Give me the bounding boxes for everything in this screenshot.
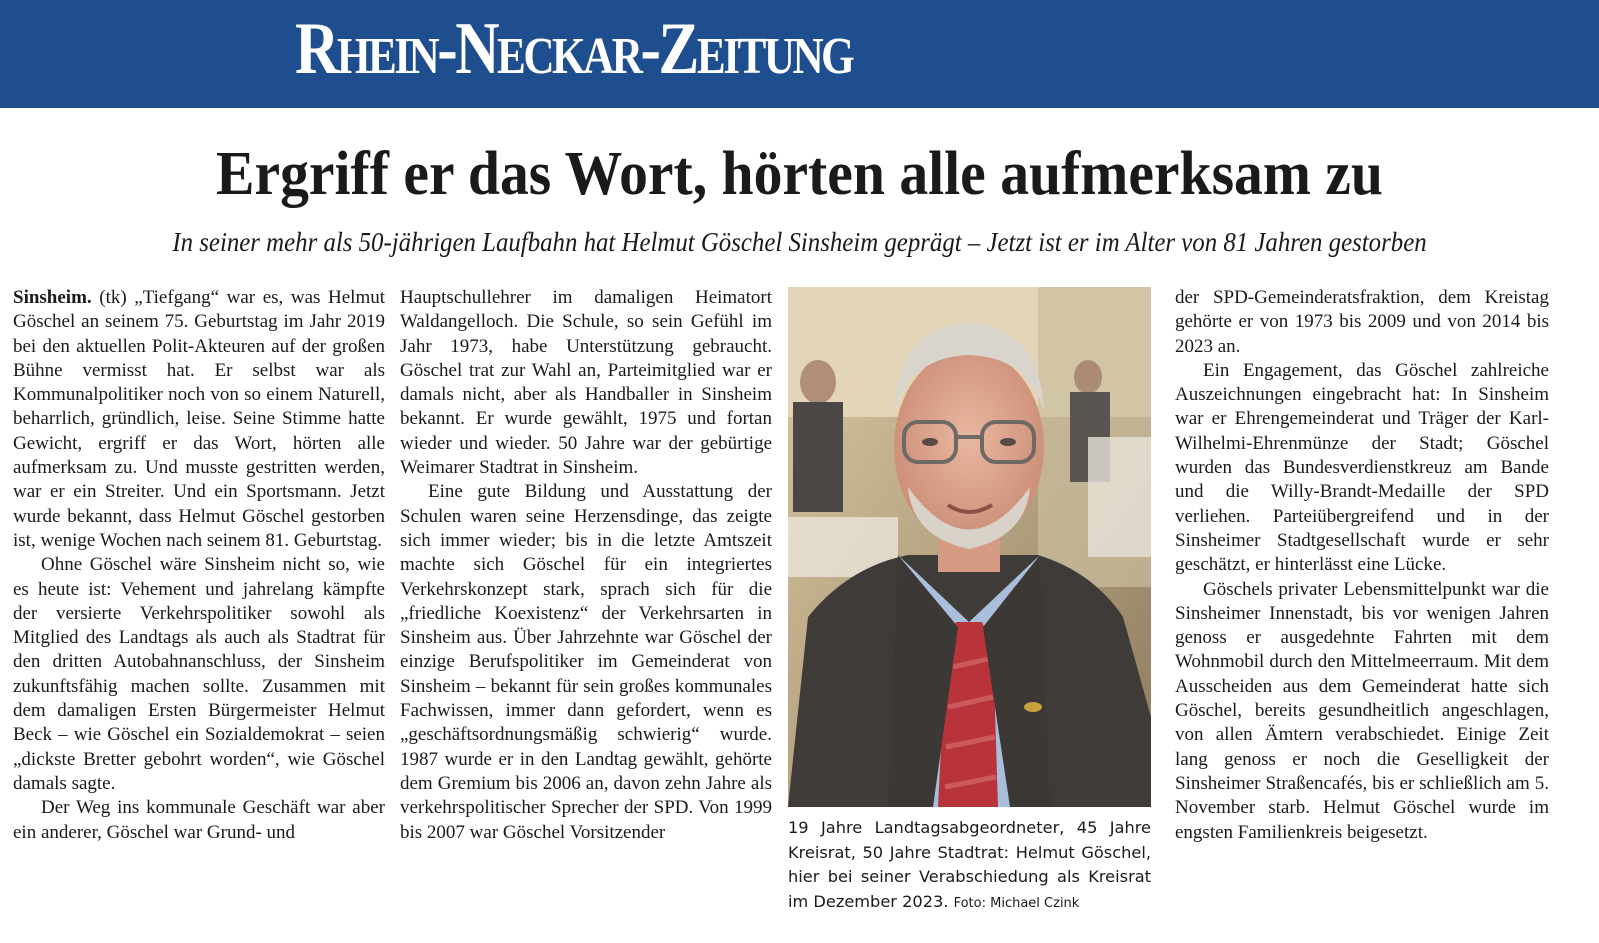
article-paragraph: Ohne Göschel wäre Sinsheim nicht so, wie es heute ist: Vehement und jahrelang kämpfte der versierte Verkehrspolitiker sowohl als Mitglied des Landtags als auch als Stadtrat für den dritten Autobahnanschluss, der Sinsheim zukunftsfähig machen sollte. Zusammen mit dem damaligen Ersten Bürgermeister Helmut Beck – wie Göschel ein Sozialdemokrat – seien „dickste Bretter gebohrt worden“, wie Göschel damals sagte. (13, 554, 385, 794)
article-paragraph: Sinsheim. (tk) „Tiefgang“ war es, was Helmut Göschel an seinem 75. Geburtstag im Jahr 2019 bei den aktuellen Polit-Akteuren auf der großen Bühne vermisst hat. Er selbst war als Kommunalpolitiker noch von so einem Naturell, beharrlich, gründlich, leise. Seine Stimme hatte Gewicht, ergriff er das Wort, hörten alle aufmerksam zu. Und musste gestritten werden, war er ein Streiter. Und ein Sportsmann. Jetzt wurde bekannt, dass Helmut Göschel gestorben ist, wenige Wochen nach seinem 81. Geburtstag. (13, 287, 385, 551)
article-paragraph: Der Weg ins kommunale Geschäft war aber ein anderer, Göschel war Grund- und (13, 797, 385, 843)
portrait-photo (788, 287, 1151, 807)
article-column-1 (13, 286, 385, 936)
article-paragraph: Ein Engagement, das Göschel zahlreiche Auszeichnungen eingebracht hat: In Sinsheim war er Ehrengemeinderat und Träger der Karl-Wilhelmi-Ehrenmünze der Stadt; Göschel wurden das Bundesverdienstkreuz am Bande und die Willy-Brandt-Medaille der SPD verliehen. Parteiübergreifend und in der Sinsheimer Stadtgesellschaft wurde er sehr geschätzt, er hinterlässt eine Lücke. (1175, 359, 1549, 576)
article-headline: Ergriff er das Wort, hörten alle aufmerksam zu (216, 140, 1383, 208)
photo-credit: Foto: Michael Czink (953, 895, 1080, 911)
article-subheadline: In seiner mehr als 50-jährigen Laufbahn hat Helmut Göschel Sinsheim geprägt – Jetzt ist er im Alter von 81 Jahren gestorben (172, 227, 1427, 257)
caption-text: 19 Jahre Landtagsabgeordneter, 45 Jahre Kreisrat, 50 Jahre Stadtrat: Helmut Göschel, hier bei seiner Verabschiedung als Kreisrat im Dezember 2023. (788, 818, 1151, 911)
article-paragraph: der SPD-Gemeinderatsfraktion, dem Kreistag gehörte er von 1973 bis 2009 und von 2014 bis 2023 an. (1175, 287, 1549, 357)
newspaper-logo: Rhein-Neckar-Zeitung (295, 8, 853, 90)
portrait-illustration (788, 287, 1151, 807)
dateline: Sinsheim. (13, 287, 92, 308)
article-paragraph: Hauptschullehrer im damaligen Heimatort Waldangelloch. Die Schule, so sein Gefühl im Jahr 1973, habe Unterstützung gebraucht. Göschel trat zur Wahl an, Parteimitglied war er damals nicht, aber als Handballer in Sinsheim bekannt. Er wurde gewählt, 1975 und fortan wieder und wieder. 50 Jahre war der gebürtige Weimarer Stadtrat in Sinsheim. (400, 287, 772, 479)
article-paragraph: Eine gute Bildung und Ausstattung der Schulen waren seine Herzensdinge, das zeigte sich immer wieder; bis in die letzte Amtszeit machte sich Göschel für ein integriertes Verkehrskonzept stark, sprach sich für die „friedliche Koexistenz“ der Verkehrsarten in Sinsheim aus. Über Jahrzehnte war Göschel der einzige Berufspolitiker im Gemeinderat von Sinsheim – bekannt für sein großes kommunales Fachwissen, immer dann gefordert, wenn es „geschäftsordnungsmäßig schwierig“ wurde. 1987 wurde er in den Landtag gewählt, gehörte dem Gremium bis 2006 an, davon zehn Jahre als verkehrspolitischer Sprecher der SPD. Von 1999 bis 2007 war Göschel Vorsitzender (400, 481, 772, 843)
article-column-4 (1175, 286, 1549, 936)
photo-caption (788, 816, 1151, 916)
article-column-2 (400, 286, 772, 936)
article-paragraph: Göschels privater Lebensmittelpunkt war die Sinsheimer Innenstadt, bis vor wenigen Jahren genoss er ausgedehnte Fahrten mit dem Wohnmobil durch den Mittelmeerraum. Mit dem Ausscheiden aus dem Gemeinderat hatte sich Göschel, bereits gesundheitlich angeschlagen, von allen Ämtern verabschiedet. Einige Zeit lang genoss er noch die Geselligkeit der Sinsheimer Straßencafés, bis er schließlich am 5. November starb. Helmut Göschel wurde im engsten Familienkreis beigesetzt. (1175, 578, 1549, 843)
masthead (0, 0, 1599, 108)
